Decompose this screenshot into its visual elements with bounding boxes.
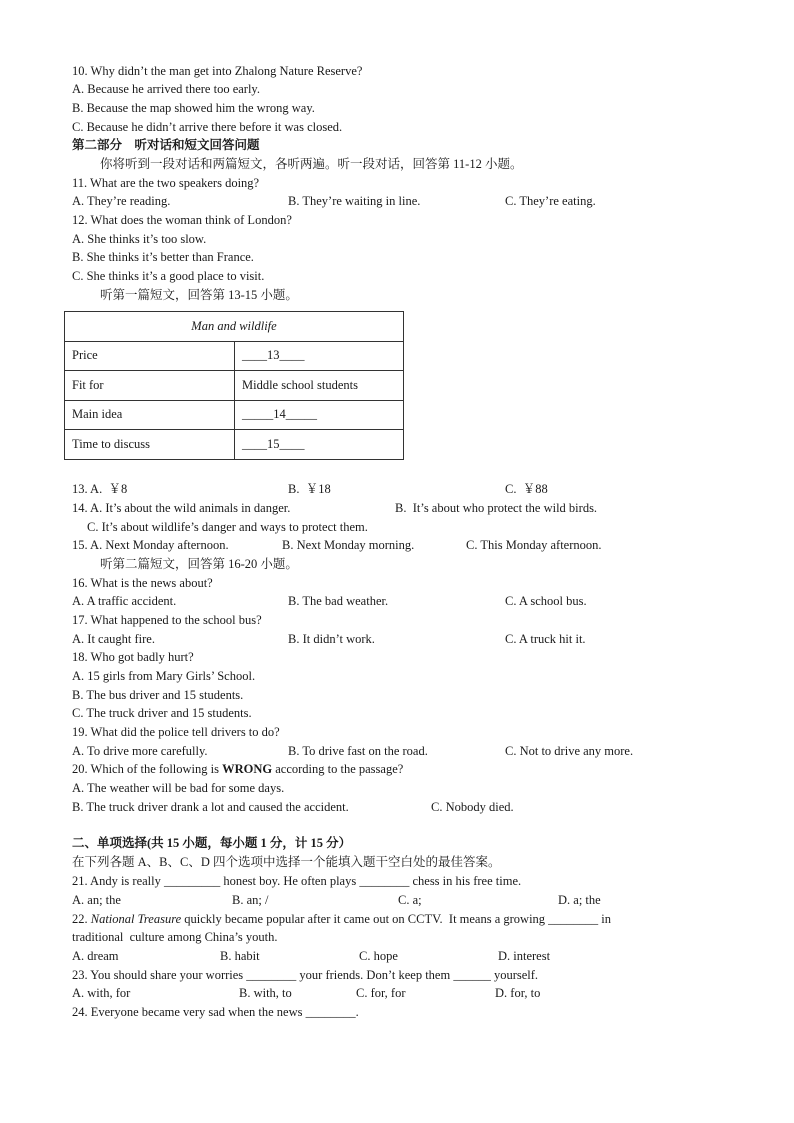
q18-option-c: C. The truck driver and 15 students.	[72, 706, 252, 720]
section2-instruction: 在下列各题 A、B、C、D 四个选项中选择一个能填入题干空白处的最佳答案。	[72, 855, 501, 869]
q22-option-d: D. interest	[498, 949, 551, 963]
q13-option-b: B. ￥18	[288, 482, 331, 496]
q19-option-c: C. Not to drive any more.	[505, 744, 634, 758]
q14-option-a: 14. A. It’s about the wild animals in danger.	[72, 501, 291, 515]
table-row	[65, 400, 404, 430]
q22-stem-rest: quickly became popular after it came out on CCTV. It means a growing ________ in	[181, 912, 612, 926]
q22-program-title: National Treasure	[90, 912, 182, 926]
q16-option-b: B. The bad weather.	[288, 594, 389, 608]
q18-stem: 18. Who got badly hurt?	[72, 650, 194, 664]
q17-option-a: A. It caught fire.	[72, 632, 155, 646]
q22-number: 22.	[72, 912, 91, 926]
q22-option-c: C. hope	[359, 949, 398, 963]
q11-option-b: B. They’re waiting in line.	[288, 194, 421, 208]
q22-stem	[72, 911, 611, 927]
q17-option-c: C. A truck hit it.	[505, 632, 586, 646]
q12-option-c: C. She thinks it’s a good place to visit.	[72, 269, 265, 283]
q19-option-a: A. To drive more carefully.	[72, 744, 208, 758]
q19-stem: 19. What did the police tell drivers to do?	[72, 725, 280, 739]
q17-option-b: B. It didn’t work.	[288, 632, 375, 646]
table-value: Middle school students	[235, 371, 404, 401]
q23-option-d: D. for, to	[495, 986, 541, 1000]
q20-stem-pre: 20. Which of the following is	[72, 762, 223, 776]
q13-option-a: 13. A. ￥8	[72, 482, 128, 496]
q12-stem: 12. What does the woman think of London?	[72, 213, 292, 227]
passage2-instruction: 听第二篇短文，回答第 16-20 小题。	[100, 557, 298, 571]
q10-option-b: B. Because the map showed him the wrong way.	[72, 101, 315, 115]
table-label: Time to discuss	[65, 430, 235, 460]
q22-option-b: B. habit	[220, 949, 260, 963]
table-value: _____14_____	[235, 400, 404, 430]
q20-stem-emphasis: WRONG	[222, 762, 273, 776]
q12-option-a: A. She thinks it’s too slow.	[72, 232, 207, 246]
q19-option-b: B. To drive fast on the road.	[288, 744, 428, 758]
table-row	[65, 371, 404, 401]
q21-option-a: A. an; the	[72, 893, 121, 907]
q21-stem: 21. Andy is really _________ honest boy. He often plays ________ chess in his free time.	[72, 874, 522, 888]
table-row	[65, 430, 404, 460]
q17-stem: 17. What happened to the school bus?	[72, 613, 262, 627]
q14-option-c: C. It’s about wildlife’s danger and ways to protect them.	[87, 520, 368, 534]
q18-option-b: B. The bus driver and 15 students.	[72, 688, 244, 702]
table-label: Fit for	[65, 371, 235, 401]
table-row	[65, 341, 404, 371]
q20-stem	[72, 761, 403, 777]
part2-instruction: 你将听到一段对话和两篇短文，各听两遍。听一段对话，回答第 11-12 小题。	[100, 157, 523, 171]
q20-option-b: B. The truck driver drank a lot and caused the accident.	[72, 800, 349, 814]
table-label: Price	[65, 341, 235, 371]
part2-heading: 第二部分 听对话和短文回答问题	[72, 138, 260, 152]
table-label: Main idea	[65, 400, 235, 430]
q16-option-a: A. A traffic accident.	[72, 594, 177, 608]
q22-stem-line2: traditional culture among China’s youth.	[72, 930, 278, 944]
q20-stem-post: according to the passage?	[272, 762, 404, 776]
q18-option-a: A. 15 girls from Mary Girls’ School.	[72, 669, 256, 683]
q21-option-d: D. a; the	[558, 893, 601, 907]
q11-option-a: A. They’re reading.	[72, 194, 171, 208]
table-value: ____15____	[235, 430, 404, 460]
section2-heading: 二、单项选择(共 15 小题，每小题 1 分，计 15 分）	[72, 836, 352, 850]
q23-option-b: B. with, to	[239, 986, 292, 1000]
passage1-instruction: 听第一篇短文，回答第 13-15 小题。	[100, 288, 298, 302]
q15-option-c: C. This Monday afternoon.	[466, 538, 602, 552]
q10-option-a: A. Because he arrived there too early.	[72, 82, 260, 96]
q16-option-c: C. A school bus.	[505, 594, 587, 608]
q10-stem: 10. Why didn’t the man get into Zhalong Nature Reserve?	[72, 64, 363, 78]
table-value: ____13____	[235, 341, 404, 371]
q15-option-a: 15. A. Next Monday afternoon.	[72, 538, 229, 552]
q24-stem: 24. Everyone became very sad when the news ________.	[72, 1005, 359, 1019]
q11-stem: 11. What are the two speakers doing?	[72, 176, 260, 190]
q23-stem: 23. You should share your worries ________ your friends. Don’t keep them ______ yourself.	[72, 968, 539, 982]
q21-option-c: C. a;	[398, 893, 422, 907]
info-table	[64, 311, 404, 460]
table-title: Man and wildlife	[65, 312, 404, 342]
q23-option-a: A. with, for	[72, 986, 131, 1000]
q20-option-a: A. The weather will be bad for some days.	[72, 781, 285, 795]
q16-stem: 16. What is the news about?	[72, 576, 213, 590]
q15-option-b: B. Next Monday morning.	[282, 538, 415, 552]
q22-option-a: A. dream	[72, 949, 119, 963]
q21-option-b: B. an; /	[232, 893, 269, 907]
q12-option-b: B. She thinks it’s better than France.	[72, 250, 254, 264]
q13-option-c: C. ￥88	[505, 482, 548, 496]
q23-option-c: C. for, for	[356, 986, 406, 1000]
q11-option-c: C. They’re eating.	[505, 194, 596, 208]
q20-option-c: C. Nobody died.	[431, 800, 514, 814]
q10-option-c: C. Because he didn’t arrive there before it was closed.	[72, 120, 343, 134]
q14-option-b: B. It’s about who protect the wild birds.	[395, 501, 598, 515]
